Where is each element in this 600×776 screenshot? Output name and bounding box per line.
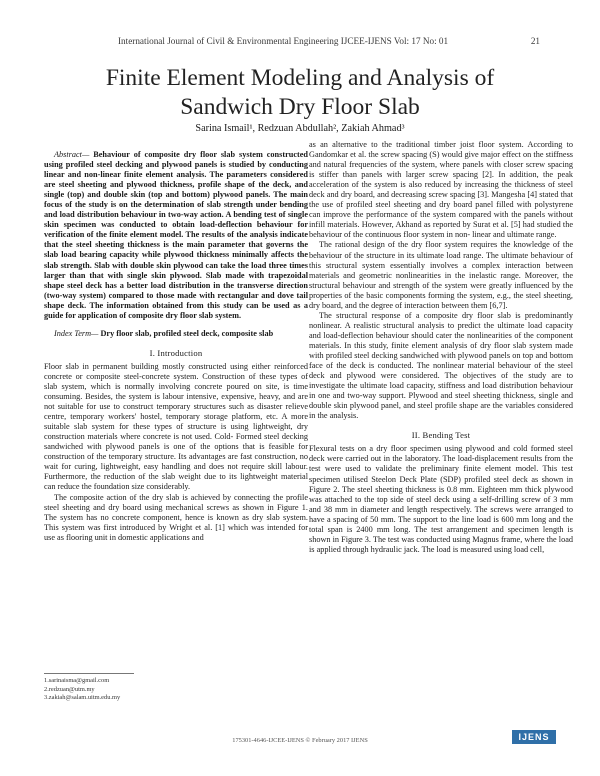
section-heading-bending-test: II. Bending Test <box>411 430 471 441</box>
intro-paragraph-3: as an alternative to the traditional timber joist floor system. According to Gandomkar et al. the screw spacing (S) would give major effect on the stiffness and natural frequencies of the system, where panels with closer screw spacing is stiffer than panels with larger screw spacing [2]. In addition, the peak acceleration of the system is also reduced by increasing the thickness of steel deck and dry board, and decreasing screw spacing [3]. Mangesha [4] stated that the use of profiled steel sheeting and dry board panel filled with polystyrene can improve the performance of the system compared with the panels without infill materials. However, Akhand as reported by Surat et al. [5] had studied the behaviour of the continuous floor system in non- linear and ultimate range. <box>309 140 573 240</box>
ijens-logo: IJENS <box>512 730 556 744</box>
intro-paragraph-2: The composite action of the dry slab is achieved by connecting the profile steel sheeting and dry board using mechanical screws as shown in Figure 1. The system has no concrete component, hence is known as dry slab system. This system was first introduced by Wright et al. [1] which was intended for use as flooring unit in domestic applications and <box>44 492 308 542</box>
footnote-2: 2.redzuan@utm.my <box>44 685 95 693</box>
bending-paragraph-1: Flexural tests on a dry floor specimen using plywood and cold formed steel deck were carried out in the laboratory. The load-displacement results from the test were used to validate the preliminary finite element model. This test specimen utilised Steelon Deck Plate (SDP) profiled steel deck as shown in Figure 2. The steel sheeting thickness is 0.8 mm. Eighteen mm thick plywood was attached to the top side of steel deck using a self-drilling screw of 3 mm and 38 mm in diameter and length respectively. The screws were arranged to have a spacing of 50 mm. The support to the line load is 600 mm long and the total span is 2400 mm long. The test arrangement and specimen length is shown in Figure 3. The test was conducted using Magnus frame, where the load is applied through hydraulic jack. The load is measured using load cell, <box>309 444 573 554</box>
journal-name: International Journal of Civil & Environmental Engineering IJCEE-IJENS Vol: 17 No: 01 <box>118 36 449 46</box>
abstract <box>44 150 308 321</box>
footnotes <box>44 677 194 703</box>
index-terms-text: Dry floor slab, profiled steel deck, composite slab <box>98 328 274 338</box>
authors: Sarina Ismail¹, Redzuan Abdullah², Zakiah Ahmad³ <box>195 123 405 134</box>
footnote-3: 3.zakiah@salam.uitm.edu.my <box>44 694 121 702</box>
right-column <box>309 140 573 555</box>
page-footer: 175301-4646-IJCEE-IJENS © February 2017 IJENS <box>232 737 368 744</box>
section-heading-introduction: I. Introduction <box>149 347 203 358</box>
index-terms-label: Index Term— <box>54 328 99 338</box>
footnote-1: 1.sarinaisma@gmail.com <box>44 677 110 684</box>
left-column <box>44 150 308 543</box>
index-terms <box>44 329 308 339</box>
page-number: 21 <box>530 36 540 46</box>
paper-title <box>0 64 600 122</box>
intro-paragraph-1: Floor slab in permanent building mostly constructed using either reinforced concrete or composite steel-concrete system. Construction of these types of slab system, which is normally involving concrete poured on site, is time consuming. Besides, the system is labour intensive, expensive, heavy, and are not suitable for use to construct temporary structures such as disaster relieve centre, temporary workers' hostel, temporary storage platform, etc. A more suitable slab system for these types of structure is using lightweight, dry construction materials where concrete is not used. Cold- Formed steel decking sandwiched with plywood panels is one of the options that is feasible for construction of the temporary structure. Its advantages are fast construction, no wait for curing, lightweight, easy handling and does not require skill labour. Furthermore, the reduction of the slab weight due to its lightweight material can reduce the foundation size considerably. <box>44 361 308 492</box>
title-line-1: Finite Element Modeling and Analysis of <box>105 65 495 91</box>
title-line-2: Sandwich Dry Floor Slab <box>180 94 420 120</box>
intro-paragraph-4: The rational design of the dry floor system requires the knowledge of the behaviour of the structure in its ultimate load range. The ultimate behaviour of this structural system essentially involves a complex interaction between materials and geometric nonlinearities in the inelastic range. Moreover, the structural behaviour and strength of the system were greatly influenced by the properties of the basic components forming the system, e.g., the steel sheeting, dry board, and the degree of interaction between them [6,7]. <box>309 240 573 310</box>
intro-paragraph-5: The structural response of a composite dry floor slab is predominantly nonlinear. A realistic structural analysis to predict the ultimate load capacity and load-deflection behaviour should cater the nonlinearities of the component materials. In this study, finite element analysis of dry floor slab system made with profiled steel decking sandwiched with plywood panels on top and bottom face of the deck is conducted. The nonlinear material behaviour of the steel deck and plywood were considered. The objectives of the study are to investigate the ultimate load capacity, stiffness and load distribution behaviour in one and two-way support. Plywood and steel sheeting thickness, single and double skin plywood panel, and steel profile shape are the variables considered in the analysis. <box>309 310 573 421</box>
footnote-divider <box>44 673 134 674</box>
abstract-text: Behaviour of composite dry floor slab system constructed using profiled steel decking and plywood panels is studied by conducting linear and non-linear finite element analysis. The parameters considered are steel sheeting and plywood thickness, profile shape of the deck, and single (top) and double skin (top and bottom) plywood panels. The main focus of the study is on the determination of slab strength under bending and load distribution behaviour in two-way action. A bending test of single skin specimen was conducted to obtain load-deflection behaviour for verification of the finite element model. The results of the analysis indicate that the steel sheeting thickness is the main parameter that governs the slab load bearing capacity while plywood thickness minimally affects the slab strength. Slab with double skin plywood can take the load three times larger than that with single skin plywood. Slab made with trapezoidal shape steel deck has a better load distribution in the transverse direction (two-way system) compared to those made with rectangular and dove tail shape deck. The information obtained from this study can be used as a guide for application of composite dry floor slab system. <box>44 150 308 320</box>
abstract-label: Abstract— <box>54 150 90 159</box>
